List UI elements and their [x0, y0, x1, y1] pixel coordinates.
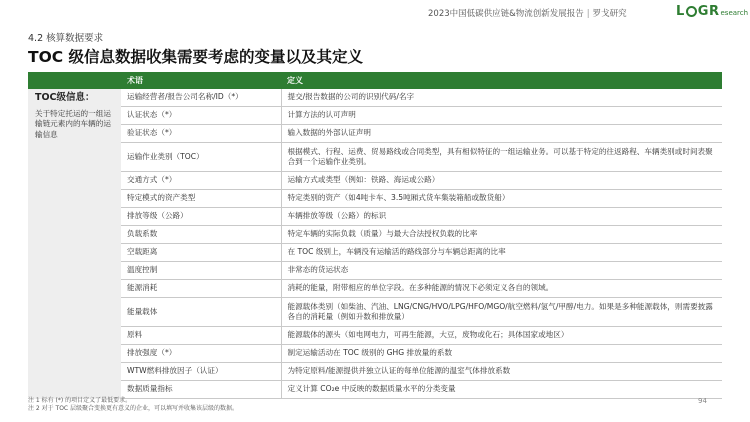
table-row	[28, 280, 722, 298]
group-title: TOC级信息：	[35, 92, 95, 103]
definition-cell: 制定运输活动在 TOC 级别的 GHG 排放量的系数	[281, 345, 722, 363]
term-cell: 原料	[121, 327, 281, 345]
definition-cell: 非常态的货运状态	[281, 262, 722, 280]
table-row	[28, 172, 722, 190]
org-name: 罗戈研究	[592, 9, 627, 19]
footnote-2: 注 2 对于 TOC 层级聚合变换更有意义的企业，可以填写并收集该层级的数据。	[28, 405, 239, 412]
term-cell: 特定模式的资产类型	[121, 190, 281, 208]
logo	[676, 3, 748, 19]
term-cell: 交通方式（*）	[121, 172, 281, 190]
term-cell: 运输经营者/报告公司名称/ID（*）	[121, 89, 281, 107]
table-row	[28, 262, 722, 280]
logo-research: esearch	[720, 9, 749, 17]
definition-cell: 能源载体类别（如柴油、汽油、LNG/CNG/HVO/LPG/HFO/MGO/航空燃料/氢气/甲醇/电力。如果是多种能源载体，则需要披露各自的消耗量（例如升数和排放量）	[281, 298, 722, 327]
definition-cell: 特定类别的资产（如4吨卡车、3.5吨厢式货车集装箱船或散货船）	[281, 190, 722, 208]
report-title: 2023中国低碳供应链&物流创新发展报告	[428, 9, 584, 19]
logo-letters-gr: GR	[697, 3, 720, 19]
table-row	[28, 244, 722, 262]
term-cell: 排放等级（公路）	[121, 208, 281, 226]
variables-table-container	[28, 72, 722, 399]
table-row	[28, 107, 722, 125]
table-row	[28, 327, 722, 345]
table-row	[28, 208, 722, 226]
group-description: 关于特定托运的一组运输链元素内的车辆的运输信息	[35, 108, 111, 139]
definition-cell: 运输方式或类型（例如：铁路、海运或公路）	[281, 172, 722, 190]
definition-cell: 计算方法的认可声明	[281, 107, 722, 125]
page-title: TOC 级信息数据收集需要考虑的变量以及其定义	[28, 48, 364, 66]
group-cell	[28, 89, 121, 399]
table-row	[28, 363, 722, 381]
page-number: 94	[698, 397, 707, 405]
table-row	[28, 345, 722, 363]
table-row	[28, 190, 722, 208]
term-cell: 验证状态（*）	[121, 125, 281, 143]
definition-cell: 消耗的能量，附带相应的单位字段。在多种能源的情况下必须定义各自的领域。	[281, 280, 722, 298]
header-separator: |	[586, 9, 590, 19]
header-term: 术语	[121, 72, 281, 89]
table-row	[28, 125, 722, 143]
term-cell: 运输作业类别（TOC）	[121, 143, 281, 172]
term-cell: 负载系数	[121, 226, 281, 244]
definition-cell: 输入数据的外部认证声明	[281, 125, 722, 143]
definition-cell: 能源载体的源头（如电网电力，可再生能源，大豆，废物或化石；具体国家或地区）	[281, 327, 722, 345]
term-cell: 排放强度（*）	[121, 345, 281, 363]
table-row	[28, 381, 722, 399]
header-definition: 定义	[281, 72, 722, 89]
logo-ring-icon	[686, 6, 697, 17]
report-header	[428, 7, 627, 19]
footnotes	[28, 397, 238, 413]
logo-letter-l: L	[676, 3, 685, 19]
definition-cell: 特定车辆的实际负载（质量）与最大合法授权负载的比率	[281, 226, 722, 244]
section-label: 4.2 核算数据要求	[28, 33, 104, 44]
table-header-row	[28, 72, 722, 89]
term-cell: 数据质量指标	[121, 381, 281, 399]
table-row	[28, 89, 722, 107]
definition-cell: 定义计算 CO₂e 中反映的数据质量水平的分类变量	[281, 381, 722, 399]
term-cell: WTW燃料排放因子（认证）	[121, 363, 281, 381]
variables-table	[28, 72, 722, 399]
term-cell: 能量载体	[121, 298, 281, 327]
footnote-1: 注 1 标有 (*) 的项目定义了最低要求。	[28, 397, 132, 404]
table-row	[28, 226, 722, 244]
definition-cell: 为特定原料/能源提供并独立认证的每单位能源的温室气体排放系数	[281, 363, 722, 381]
definition-cell: 根据模式、行程、运费、贸易路线或合同类型，具有相似特征的一组运输业务。可以基于特定的往返路程、车辆类别或时间表聚合到一个运输作业类别。	[281, 143, 722, 172]
header-blank	[28, 72, 121, 89]
definition-cell: 提交/报告数据的公司的识别代码/名字	[281, 89, 722, 107]
table-row	[28, 143, 722, 172]
definition-cell: 车辆排放等级（公路）的标识	[281, 208, 722, 226]
term-cell: 空载距离	[121, 244, 281, 262]
definition-cell: 在 TOC 级别上，车辆没有运输活的路线部分与车辆总距离的比率	[281, 244, 722, 262]
term-cell: 温度控制	[121, 262, 281, 280]
term-cell: 认证状态（*）	[121, 107, 281, 125]
table-row	[28, 298, 722, 327]
term-cell: 能源消耗	[121, 280, 281, 298]
